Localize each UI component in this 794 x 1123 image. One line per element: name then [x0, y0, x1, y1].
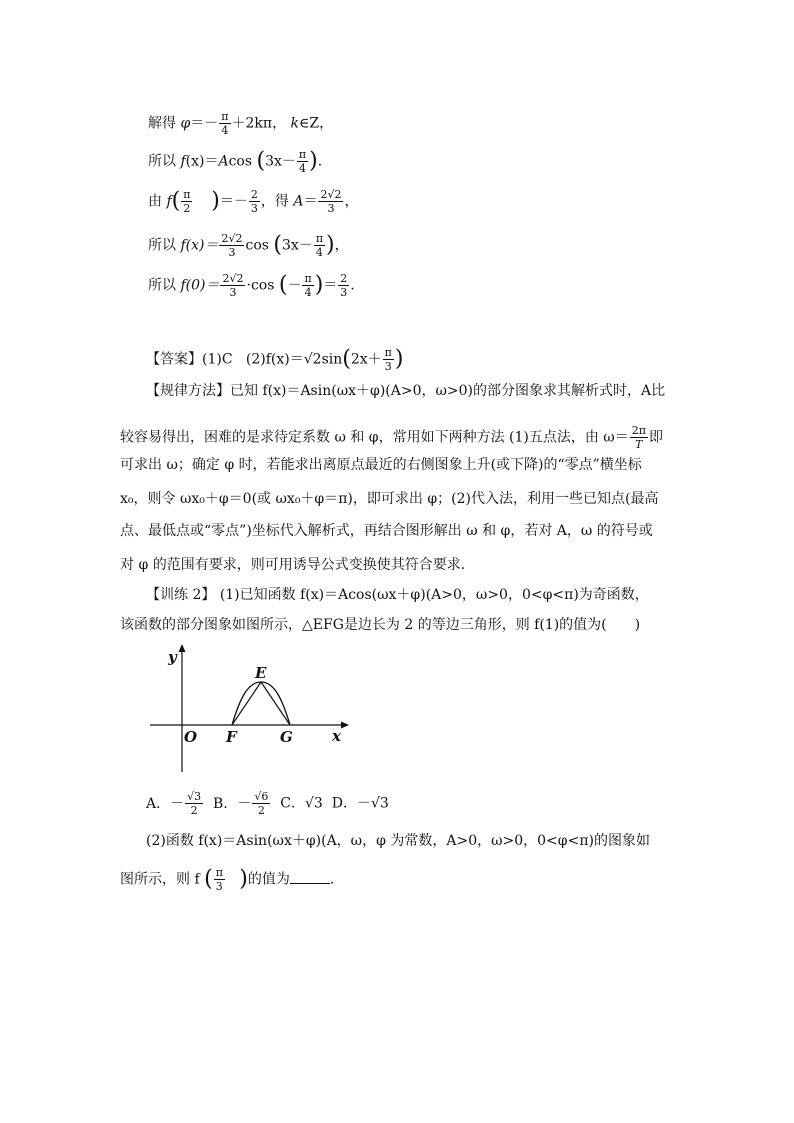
method-line-4: x₀，则令 ωx₀＋φ＝0(或 ωx₀＋φ＝π)，即可求出 φ；(2)代入法，利用一些已知点(最高 [120, 491, 659, 507]
x-label: x [332, 727, 341, 745]
method-line-3: 可求出 ω；确定 φ 时，若能求出离原点最近的右侧图象上升(或下降)的“零点”横坐标 [120, 457, 642, 473]
answer-blank[interactable] [290, 883, 330, 884]
option-a: A．－ $\frac{√3}{2}$ [146, 790, 202, 817]
solution-step-3: 由 f( $\frac{\pi}{2}$ )＝－ $\frac{2}{3}$ ，得 A＝ $\frac{2√2}{3}$ ， [148, 188, 359, 215]
solution-step-5: 所以 f(0)＝ $\frac{2√2}{3}$ ·cos (－ $\frac{\pi}{4}$ )＝ $\frac{2}{3}$ . [148, 272, 355, 299]
training-label: 【训练 2】 [146, 587, 216, 603]
part2-line-1: (2)函数 f(x)＝Asin(ωx＋φ)(A，ω，φ 为常数，A>0，ω>0，0<φ<π)的图象如 [146, 833, 650, 849]
part2-line-2: 图所示，则 f ( $\frac{\pi}{3}$ )的值为 ． [120, 866, 344, 893]
options-line [146, 790, 389, 817]
method-line-6: 对 φ 的范围有要求，则可用诱导公式变换使其符合要求． [120, 557, 475, 573]
method-line-2: 较容易得出，困难的是求待定系数 ω 和 φ，常用如下两种方法 (1)五点法，由 ω＝ $\frac{2\pi}{T}$ 即 [120, 424, 663, 451]
option-b: B．－ $\frac{√6}{2}$ [213, 790, 269, 817]
y-axis-arrow [179, 644, 186, 652]
x-axis-arrow [341, 722, 349, 729]
y-label: y [168, 648, 177, 666]
triangle-side-eg [261, 682, 290, 725]
option-c: C．√3 [280, 795, 323, 812]
graph-figure [140, 640, 360, 780]
method-line-1: 【规律方法】已知 f(x)＝Asin(ωx＋φ)(A>0，ω>0)的部分图象求其解析式时，A比 [146, 383, 666, 399]
triangle-side-fe [232, 682, 261, 725]
origin-label: O [184, 728, 198, 746]
solution-step-2: 所以 f(x)＝Acos (3x－ $\frac{\pi}{4}$ ). [148, 148, 323, 175]
method-line-5: 点、最低点或“零点”)坐标代入解析式，再结合图形解出 ω 和 φ，若对 A，ω 的符号或 [120, 523, 653, 539]
point-e-label: E [255, 664, 267, 682]
method-label: 【规律方法】 [146, 383, 230, 399]
answer-line: 【答案】(1)C (2)f(x)＝√2sin(2x＋ $\frac{\pi}{3}$ ) [146, 346, 404, 373]
solution-step-4: 所以 f(x)＝ $\frac{2√2}{3}$ cos (3x－ $\frac{\pi}{4}$ )， [148, 232, 349, 259]
curve [232, 682, 290, 725]
point-f-label: F [226, 728, 237, 746]
step-prefix: 解得 [148, 115, 176, 132]
point-g-label: G [280, 728, 293, 746]
solution-step-1: 解得 φ＝－ $\frac{\pi}{4}$ ＋2kπ， k∈Z， [148, 110, 334, 137]
option-d: D．－√3 [331, 795, 389, 812]
answer-label: 【答案】 [146, 351, 202, 368]
fraction: $\frac{\pi}{4}$ [221, 110, 229, 137]
training-line-1: 【训练 2】 (1)已知函数 f(x)＝Acos(ωx＋φ)(A>0，ω>0，0<φ<π)为奇函数， [146, 587, 649, 603]
training-line-2: 该函数的部分图象如图所示，△EFG是边长为 2 的等边三角形，则 f(1)的值为( ) [120, 617, 641, 633]
